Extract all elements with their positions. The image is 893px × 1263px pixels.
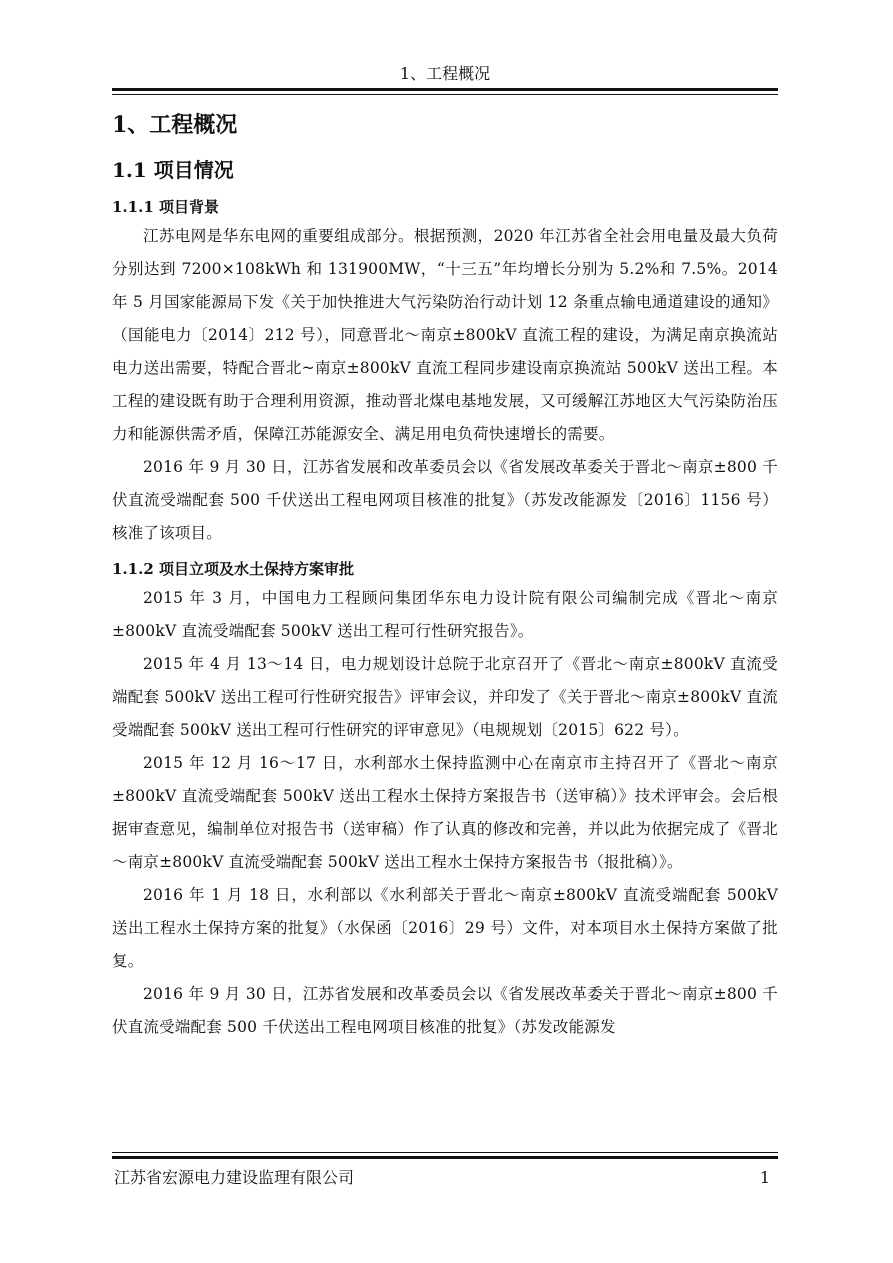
page-content bbox=[112, 104, 778, 1044]
paragraph: 2015 年 4 月 13～14 日，电力规划设计总院于北京召开了《晋北～南京±800kV 直流受端配套 500kV 送出工程可行性研究报告》评审会议，并印发了《关于晋北～南京±800kV 直流受端配套 500kV 送出工程可行性研究的评审意见》（电规规划〔2015〕622 号）。 bbox=[112, 655, 778, 739]
paragraph: 2016 年 1 月 18 日，水利部以《水利部关于晋北～南京±800kV 直流受端配套 500kV 送出工程水土保持方案的批复》（水保函〔2016〕29 号）文件，对本项目水土保持方案做了批复。 bbox=[112, 886, 778, 970]
header-rule-thin bbox=[112, 94, 778, 95]
footer-rule-thick bbox=[112, 1156, 778, 1159]
page-number: 1 bbox=[759, 1168, 770, 1187]
paragraph: 2016 年 9 月 30 日，江苏省发展和改革委员会以《省发展改革委关于晋北～南京±800 千伏直流受端配套 500 千伏送出工程电网项目核准的批复》（苏发改能源发 bbox=[112, 985, 778, 1036]
section-heading: 1.1 项目情况 bbox=[112, 158, 234, 182]
chapter-heading: 1、工程概况 bbox=[112, 112, 238, 138]
subsection-heading-background: 1.1.1 项目背景 bbox=[112, 198, 219, 216]
paragraph: 2016 年 9 月 30 日，江苏省发展和改革委员会以《省发展改革委关于晋北～南京±800 千伏直流受端配套 500 千伏送出工程电网项目核准的批复》（苏发改能源发〔2016〕1156 号）核准了该项目。 bbox=[112, 458, 778, 542]
footer-company-name: 江苏省宏源电力建设监理有限公司 bbox=[114, 1168, 355, 1187]
header-rule-thick bbox=[112, 88, 778, 91]
paragraph: 2015 年 3 月，中国电力工程顾问集团华东电力设计院有限公司编制完成《晋北～南京±800kV 直流受端配套 500kV 送出工程可行性研究报告》。 bbox=[112, 589, 778, 640]
paragraph: 2015 年 12 月 16～17 日，水利部水土保持监测中心在南京市主持召开了《晋北～南京±800kV 直流受端配套 500kV 送出工程水土保持方案报告书（送审稿）》技术评审会。会后根据审查意见，编制单位对报告书（送审稿）作了认真的修改和完善，并以此为依据完成了《晋北～南京±800kV 直流受端配套 500kV 送出工程水土保持方案报告书（报批稿）》。 bbox=[112, 754, 778, 871]
footer-rule-thin bbox=[112, 1152, 778, 1153]
running-header: 1、工程概况 bbox=[399, 64, 491, 83]
paragraph: 江苏电网是华东电网的重要组成部分。根据预测，2020 年江苏省全社会用电量及最大负荷分别达到 7200×108kWh 和 131900MW，“十三五”年均增长分别为 5.2%和 7.5%。2014 年 5 月国家能源局下发《关于加快推进大气污染防治行动计划 12 条重点输电通道建设的通知》（国能电力〔2014〕212 号），同意晋北～南京±800kV 直流工程的建设，为满足南京换流站电力送出需要，特配合晋北~南京±800kV 直流工程同步建设南京换流站 500kV 送出工程。本工程的建设既有助于合理利用资源，推动晋北煤电基地发展，又可缓解江苏地区大气污染防治压力和能源供需矛盾，保障江苏能源安全、满足用电负荷快速增长的需要。 bbox=[112, 227, 778, 443]
subsection-heading-approval: 1.1.2 项目立项及水土保持方案审批 bbox=[112, 560, 354, 578]
